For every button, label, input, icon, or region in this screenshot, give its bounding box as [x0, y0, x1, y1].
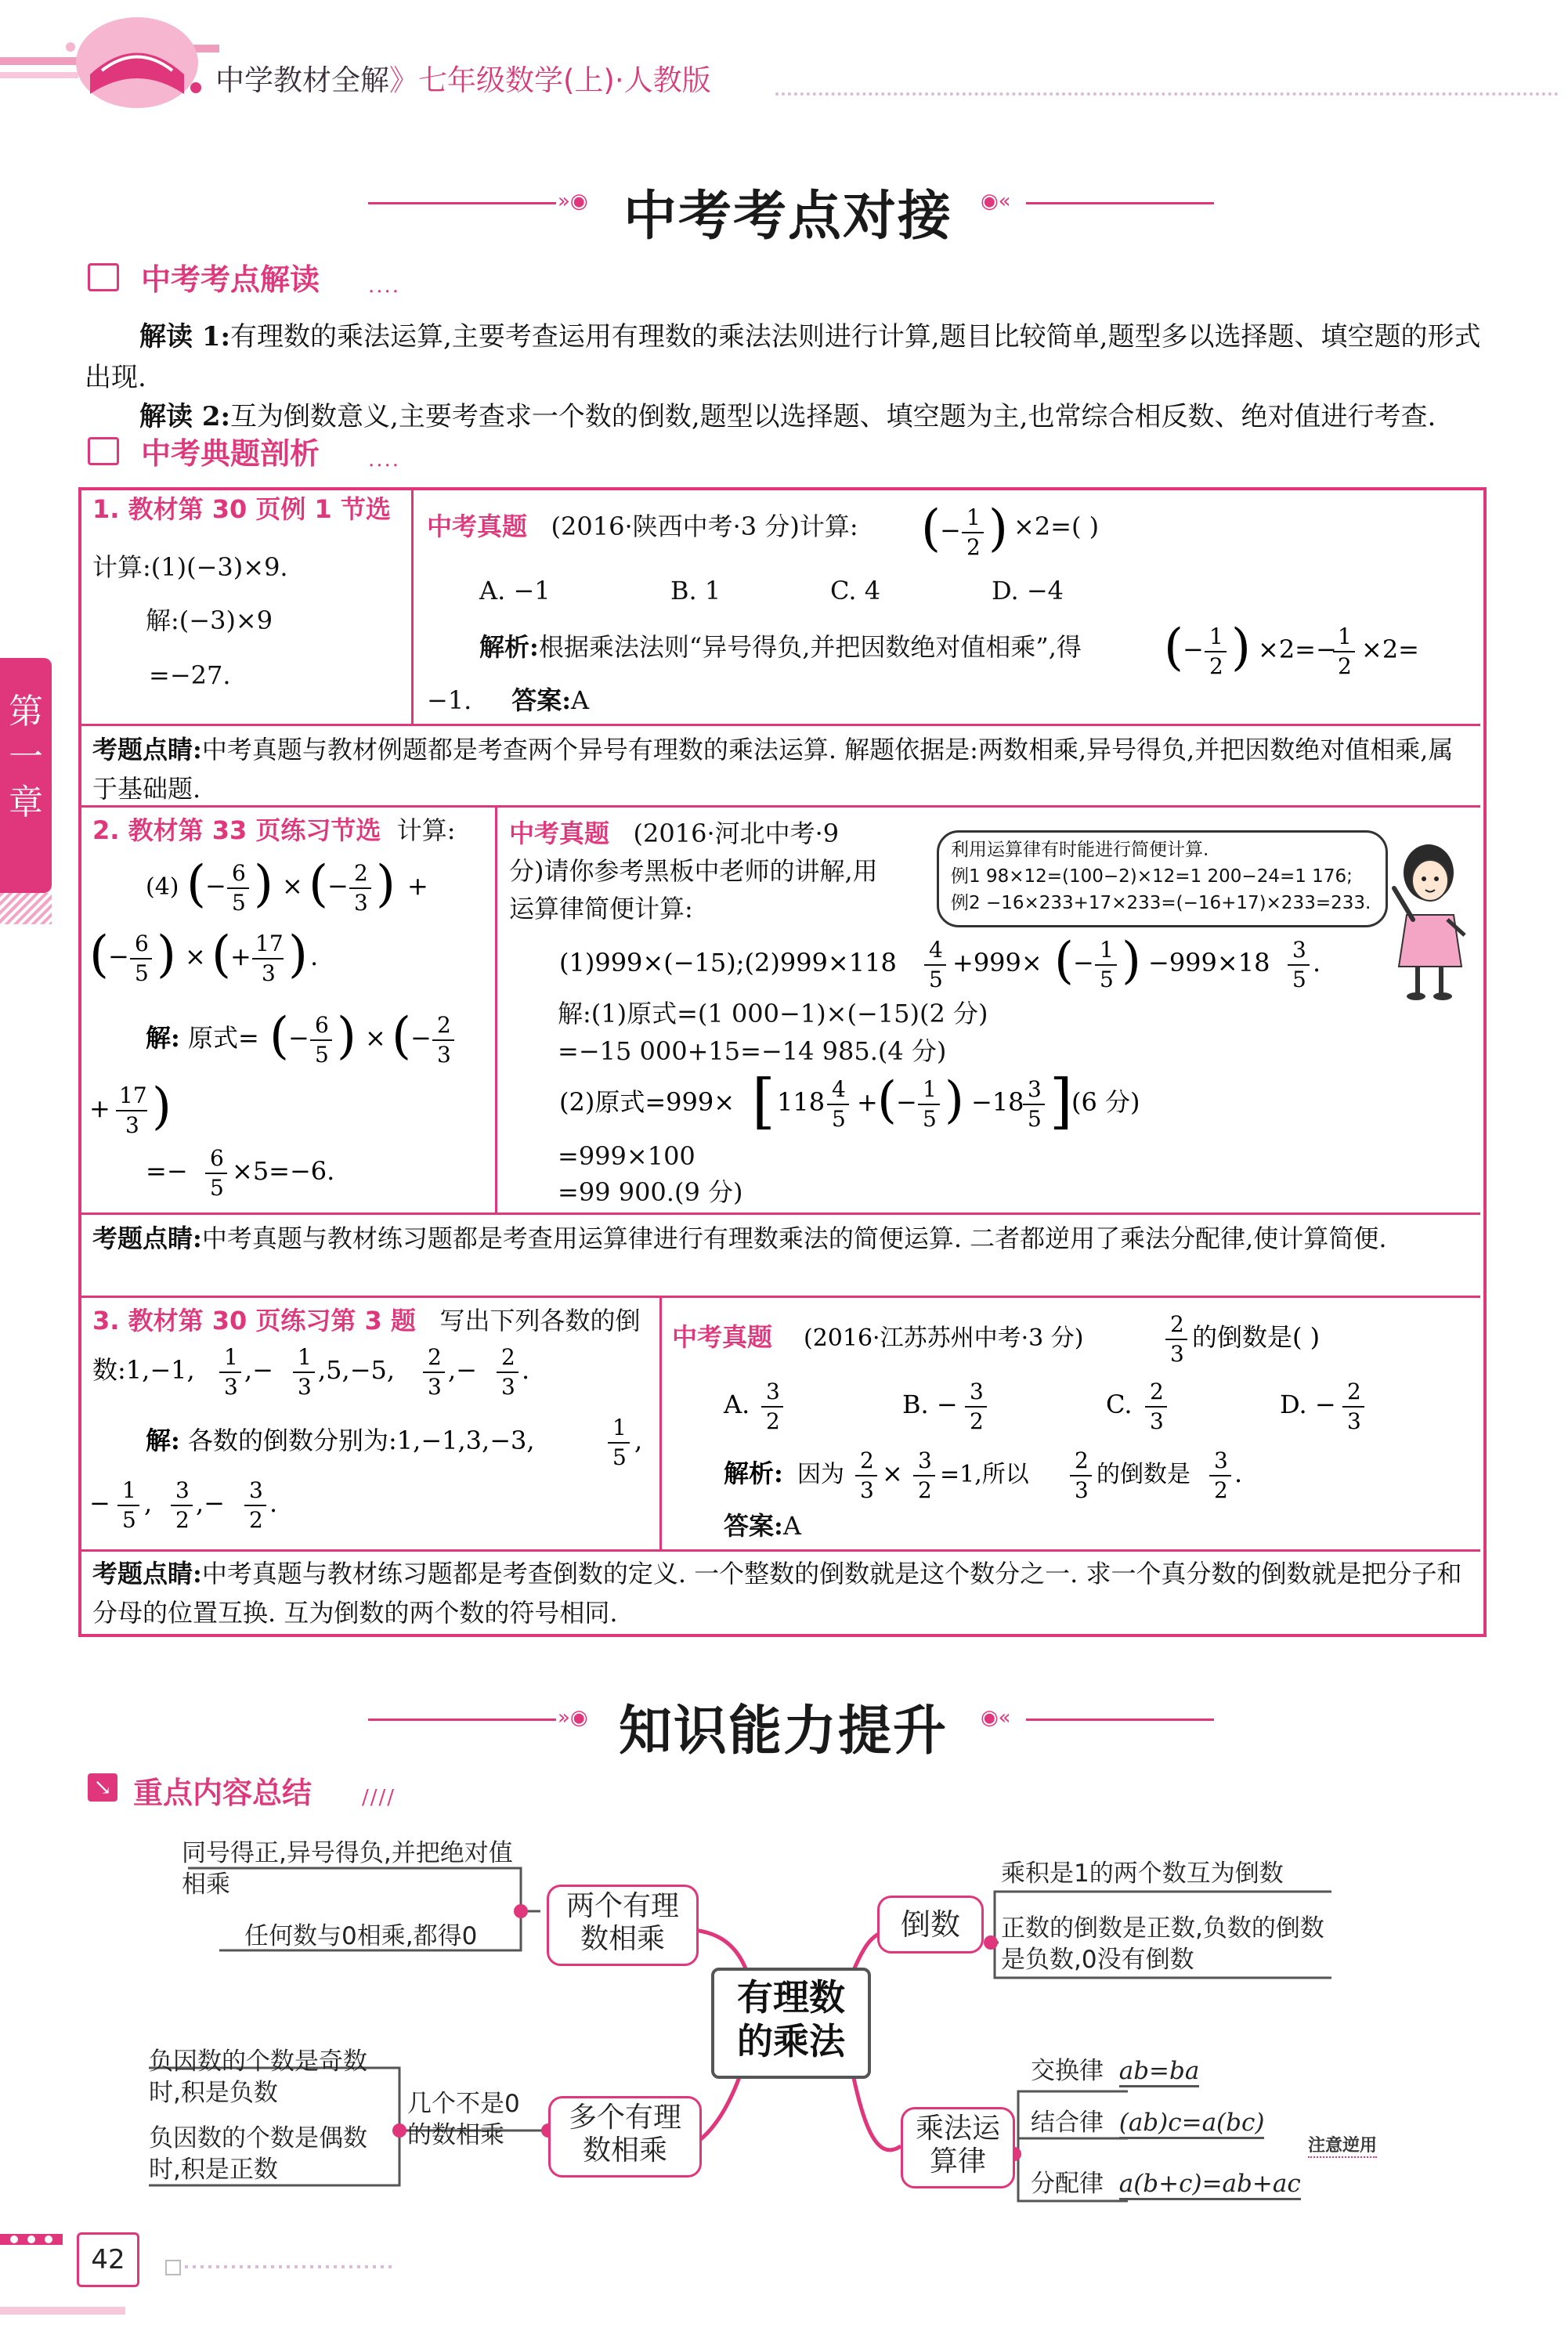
svg-text:.: . — [522, 1355, 530, 1385]
svg-text:−: − — [108, 941, 129, 971]
svg-text:): ) — [376, 855, 396, 913]
svg-text:,: , — [144, 1488, 153, 1518]
svg-text:3: 3 — [860, 1477, 874, 1503]
svg-text:数:1,−1,: 数:1,−1, — [92, 1355, 195, 1385]
svg-text:+: + — [89, 1093, 110, 1123]
box2-solution-1b: =−15 000+15=−14 985.(4 分) — [558, 1036, 947, 1066]
svg-text:3: 3 — [1347, 1408, 1361, 1434]
svg-text:5: 5 — [832, 1106, 846, 1132]
svg-text:(2)原式=999×: (2)原式=999× — [559, 1087, 735, 1117]
header-dotted-line — [775, 92, 1559, 96]
title-deco-left — [368, 1719, 556, 1721]
sub-heading-jiedu: 中考考点解读 — [141, 262, 320, 297]
svg-text:118: 118 — [777, 1087, 826, 1117]
mindmap-two-rule-1: 同号得正,异号得负,并把绝对值相乘 — [182, 1839, 513, 1899]
svg-text:A.: A. — [724, 1390, 750, 1419]
double-arrow-left-icon: ◉« — [981, 190, 1011, 213]
svg-text:5: 5 — [923, 1106, 937, 1132]
svg-text:−: − — [410, 1023, 432, 1053]
divider — [81, 1549, 1480, 1552]
svg-text:(: ( — [89, 926, 109, 984]
title-deco-right — [1026, 202, 1214, 204]
svg-text:+: + — [230, 941, 251, 971]
svg-text:×2=−: ×2=− — [1258, 634, 1337, 664]
title-deco-right — [1026, 1719, 1214, 1721]
svg-text:−: − — [896, 1087, 917, 1117]
svg-text:的倒数是( ): 的倒数是( ) — [1192, 1322, 1321, 1352]
svg-text:3: 3 — [1028, 1076, 1042, 1102]
mindmap-multi-rule-2: 负因数的个数是偶数时,积是正数 — [149, 2124, 367, 2184]
arrow-down-right-icon: ↘ — [88, 1773, 117, 1802]
svg-text:+: + — [407, 871, 428, 901]
arrow-box-icon — [88, 263, 119, 291]
svg-text:): ) — [337, 1007, 356, 1065]
svg-text:17: 17 — [119, 1082, 147, 1108]
blackboard-text: 利用运算律有时能进行简便计算. 例1 98×12=(100−2)×12=1 200−24=1 176; 例2 −16×233+17×233=(−16+17)×233=233. — [951, 840, 1371, 913]
svg-text:2: 2 — [437, 1012, 451, 1038]
svg-text:.: . — [269, 1488, 278, 1518]
svg-text:2: 2 — [1214, 1477, 1228, 1503]
svg-text:6: 6 — [210, 1145, 224, 1171]
svg-text:5: 5 — [1100, 967, 1114, 992]
svg-text:(4): (4) — [146, 873, 179, 901]
box3-analysis — [721, 1446, 1425, 1509]
svg-text:2: 2 — [1150, 1379, 1164, 1404]
box2-tip: 考题点睛:中考真题与教材练习题都是考查用运算律进行有理数乘法的简便运算. 二者都逆用了乘法分配律,使计算简便. — [92, 1223, 1387, 1253]
title-deco-left — [368, 202, 556, 204]
box1-solution-2: =−27. — [149, 660, 231, 690]
box1-exam-question: 中考真题 (2016·陕西中考·3 分)计算: — [427, 511, 858, 541]
svg-text:,5,−5,: ,5,−5, — [318, 1355, 396, 1385]
divider — [81, 1296, 1480, 1298]
svg-text:): ) — [152, 1078, 172, 1136]
svg-text:的倒数是: 的倒数是 — [1097, 1461, 1190, 1488]
svg-text:5: 5 — [315, 1042, 329, 1068]
svg-text:5: 5 — [1292, 967, 1306, 992]
svg-text:−: − — [1183, 634, 1204, 664]
svg-text:5: 5 — [612, 1444, 627, 1470]
svg-text:2: 2 — [970, 1408, 984, 1434]
svg-text:5: 5 — [232, 890, 246, 916]
sub-heading-dots: .... — [368, 448, 401, 472]
svg-text:−: − — [89, 1488, 110, 1518]
divider — [659, 1297, 662, 1549]
svg-text:B. −: B. − — [902, 1390, 958, 1419]
box2-exam-question: 中考真题 (2016·河北中考·9 — [509, 819, 840, 848]
svg-text:D. −: D. − — [1280, 1390, 1336, 1419]
svg-text:2: 2 — [1347, 1379, 1361, 1404]
svg-text:(: ( — [269, 1007, 289, 1065]
svg-text:(2016·江苏苏州中考·3 分): (2016·江苏苏州中考·3 分) — [804, 1325, 1084, 1352]
svg-text:5: 5 — [135, 960, 149, 986]
divider — [411, 490, 414, 724]
svg-text:2: 2 — [1075, 1447, 1089, 1473]
svg-text:,−: ,− — [196, 1488, 225, 1518]
box2-solution-2b: =999×100 — [558, 1141, 695, 1171]
box1-question: 计算:(1)(−3)×9. — [92, 552, 288, 582]
box2-left-solution — [86, 1007, 493, 1203]
mindmap-node-two-numbers: 两个有理数相乘 — [547, 1885, 699, 1966]
svg-text:−18: −18 — [971, 1087, 1024, 1117]
svg-text:2: 2 — [766, 1408, 780, 1434]
box3-options — [714, 1377, 1419, 1440]
box2-left-expression — [86, 855, 493, 996]
svg-text:]: ] — [1050, 1070, 1073, 1136]
svg-text:×: × — [282, 871, 303, 901]
box2-question-expression — [553, 932, 1414, 995]
svg-text:): ) — [288, 926, 308, 984]
box1-option-c: C. 4 — [830, 576, 881, 605]
svg-text:3: 3 — [175, 1477, 190, 1503]
svg-text:1: 1 — [966, 504, 981, 530]
svg-text:−: − — [205, 871, 226, 901]
svg-text:−999×18: −999×18 — [1148, 948, 1270, 978]
svg-text:+999×: +999× — [952, 948, 1042, 978]
svg-text:3: 3 — [262, 960, 276, 986]
box3-left-solution — [86, 1410, 658, 1543]
svg-text:,−: ,− — [448, 1355, 477, 1385]
divider — [81, 724, 1480, 726]
svg-text:2: 2 — [428, 1344, 442, 1370]
svg-text:17: 17 — [255, 931, 284, 956]
svg-text:(: ( — [392, 1007, 411, 1065]
box3-left-question — [86, 1339, 658, 1402]
mindmap-dao-rule-1: 乘积是1的两个数互为倒数 — [1001, 1860, 1284, 1888]
sub-heading-dots: .... — [368, 274, 401, 298]
svg-text:1: 1 — [923, 1076, 937, 1102]
svg-text:1: 1 — [1209, 623, 1223, 649]
svg-text:2: 2 — [249, 1507, 263, 1533]
svg-text:): ) — [945, 1072, 964, 1129]
header-title: 中学教材全解》七年级数学(上)·人教版 — [215, 63, 711, 97]
svg-text:3: 3 — [249, 1477, 263, 1503]
svg-text:2: 2 — [1209, 653, 1223, 679]
jiedu-2: 解读 2:互为倒数意义,主要考查求一个数的倒数,题型以选择题、填空题为主,也常综合相反数、绝对值进行考查. — [139, 401, 1436, 432]
book-logo-icon — [66, 17, 201, 108]
svg-text:1: 1 — [612, 1415, 627, 1440]
svg-text:3: 3 — [298, 1374, 312, 1400]
mindmap-dao-rule-2: 正数的倒数是正数,负数的倒数是负数,0没有倒数 — [1001, 1914, 1324, 1974]
svg-text:2: 2 — [860, 1447, 874, 1473]
box1-option-b: B. 1 — [670, 576, 721, 605]
svg-text:解:: 解: — [146, 1426, 180, 1455]
svg-text:(: ( — [1054, 932, 1074, 990]
svg-text:2: 2 — [175, 1507, 190, 1533]
svg-text:1: 1 — [1338, 623, 1352, 649]
svg-text:3: 3 — [437, 1042, 451, 1068]
svg-text:(6 分): (6 分) — [1071, 1087, 1140, 1117]
double-arrow-left-icon: ◉« — [981, 1706, 1011, 1729]
svg-text:−: − — [288, 1023, 309, 1053]
box2-solution-2c: =99 900.(9 分) — [558, 1177, 743, 1207]
box3-answer: 答案:A — [724, 1511, 801, 1541]
svg-text:3: 3 — [1150, 1408, 1164, 1434]
svg-text:2: 2 — [1338, 653, 1352, 679]
box1-question-tail: ×2=( ) — [1013, 511, 1100, 541]
svg-text:4: 4 — [929, 937, 943, 963]
svg-text:3: 3 — [501, 1374, 515, 1400]
section-title-2: 知识能力提升 — [619, 1700, 948, 1762]
mindmap-two-rule-2: 任何数与0相乘,都得0 — [244, 1922, 478, 1950]
box3-exam-question — [670, 1310, 1477, 1372]
box2-question-line3: 运算律简便计算: — [509, 894, 693, 923]
footer-decoration — [0, 2217, 1568, 2342]
sub-heading-dots: //// — [362, 1786, 396, 1809]
svg-text:−: − — [327, 871, 349, 901]
svg-text:(: ( — [877, 1072, 897, 1129]
divider — [81, 1213, 1480, 1215]
svg-text:3: 3 — [766, 1379, 780, 1404]
svg-text:1: 1 — [224, 1344, 238, 1370]
svg-text:中考真题: 中考真题 — [672, 1322, 773, 1352]
svg-text:各数的倒数分别为:1,−1,3,−3,: 各数的倒数分别为:1,−1,3,−3, — [188, 1426, 535, 1455]
svg-text:(: ( — [186, 855, 206, 913]
svg-text:,: , — [634, 1426, 643, 1455]
svg-text:2: 2 — [918, 1477, 932, 1503]
svg-text:6: 6 — [232, 860, 246, 886]
svg-text:解:: 解: — [146, 1023, 180, 1053]
svg-text:原式=: 原式= — [188, 1023, 259, 1053]
svg-text:): ) — [1231, 619, 1251, 677]
svg-text:.: . — [1313, 948, 1321, 978]
svg-text:=1,所以: =1,所以 — [940, 1461, 1029, 1488]
chapter-tab: 第一章 — [0, 658, 52, 893]
svg-text:.: . — [310, 941, 319, 971]
box2-textbook-title: 2. 教材第 33 页练习节选 计算: — [92, 815, 456, 845]
svg-text:因为: 因为 — [797, 1461, 844, 1488]
svg-text:3: 3 — [1214, 1447, 1228, 1473]
box1-analysis-math — [1164, 619, 1477, 681]
mindmap-node-reciprocal: 倒数 — [877, 1896, 984, 1953]
svg-text:2: 2 — [354, 860, 368, 886]
svg-text:,−: ,− — [244, 1355, 273, 1385]
svg-text:1: 1 — [1100, 937, 1114, 963]
mindmap-node-multi-numbers: 多个有理数相乘 — [548, 2096, 702, 2178]
svg-text:(: ( — [1164, 619, 1183, 677]
box1-textbook-title: 1. 教材第 30 页例 1 节选 — [92, 494, 391, 524]
sub-heading-poxi: 中考典题剖析 — [141, 436, 320, 471]
svg-text:(: ( — [921, 500, 941, 558]
mindmap-law-2: 结合律 (ab)c=a(bc) — [1031, 2107, 1264, 2138]
box1-analysis: 解析:根据乘法法则“异号得负,并把因数绝对值相乘”,得 — [479, 632, 1082, 662]
box1-analysis-line2: −1. 答案:A — [427, 685, 590, 715]
svg-text:×: × — [365, 1023, 386, 1053]
svg-text:=−: =− — [146, 1156, 188, 1186]
section-title-1: 中考考点对接 — [623, 186, 953, 248]
svg-text:解析:: 解析: — [724, 1458, 783, 1488]
svg-text:6: 6 — [135, 931, 149, 956]
svg-text:5: 5 — [929, 967, 943, 992]
svg-text:2: 2 — [1170, 1311, 1184, 1337]
svg-text:2: 2 — [501, 1344, 515, 1370]
svg-text:6: 6 — [315, 1012, 329, 1038]
svg-text:): ) — [988, 500, 1008, 558]
divider — [495, 807, 497, 1213]
svg-text:[: [ — [752, 1070, 775, 1136]
svg-text:+: + — [857, 1087, 878, 1117]
svg-text:1: 1 — [122, 1477, 136, 1503]
svg-text:3: 3 — [224, 1374, 238, 1400]
box2-solution-1a: 解:(1)原式=(1 000−1)×(−15)(2 分) — [558, 999, 988, 1028]
page-number: 42 — [77, 2232, 139, 2287]
double-arrow-right-icon: »◉ — [558, 1706, 588, 1729]
mindmap-law-1: 交换律 ab=ba — [1031, 2055, 1199, 2087]
svg-text:−: − — [940, 515, 961, 545]
mindmap-multi-cond: 几个不是0的数相乘 — [407, 2090, 520, 2149]
box2-solution-2a — [553, 1070, 1258, 1140]
svg-text:×: × — [882, 1458, 903, 1488]
box2-question-line2: 分)请你参考黑板中老师的讲解,用 — [509, 856, 878, 886]
svg-text:3: 3 — [918, 1447, 932, 1473]
mindmap-note: 注意逆用 — [1308, 2132, 1377, 2158]
svg-text:3: 3 — [428, 1374, 442, 1400]
mindmap-node-laws: 乘法运算律 — [901, 2107, 1015, 2188]
box1-tip: 考题点睛:中考真题与教材例题都是考查两个异号有理数的乘法运算. 解题依据是:两数相乘,异号得负,并把因数绝对值相乘,属于基础题. — [92, 735, 1454, 804]
svg-text:−: − — [1073, 948, 1094, 978]
svg-text:4: 4 — [832, 1076, 846, 1102]
chapter-tab-stripes — [0, 893, 52, 924]
svg-text:×5=−6.: ×5=−6. — [232, 1156, 335, 1186]
box3-textbook-title: 3. 教材第 30 页练习第 3 题 写出下列各数的倒 — [92, 1306, 641, 1335]
double-arrow-right-icon: »◉ — [558, 190, 588, 213]
mindmap-multi-rule-1: 负因数的个数是奇数时,积是负数 — [149, 2047, 367, 2107]
svg-text:5: 5 — [210, 1175, 224, 1201]
svg-text:×: × — [185, 941, 206, 971]
svg-text:5: 5 — [1028, 1106, 1042, 1132]
box1-option-a: A. −1 — [479, 576, 551, 605]
svg-text:×2=: ×2= — [1361, 634, 1419, 664]
svg-text:): ) — [1122, 932, 1141, 990]
svg-text:(: ( — [309, 855, 328, 913]
arrow-box-icon — [88, 437, 119, 465]
svg-text:.: . — [1234, 1458, 1243, 1488]
mindmap-center-node: 有理数的乘法 — [711, 1968, 871, 2079]
svg-text:(1)999×(−15);(2)999×118: (1)999×(−15);(2)999×118 — [559, 948, 897, 978]
svg-text:3: 3 — [1292, 937, 1306, 963]
svg-text:): ) — [254, 855, 273, 913]
svg-text:3: 3 — [970, 1379, 984, 1404]
box1-solution-1: 解:(−3)×9 — [146, 605, 273, 635]
sub-heading-summary: 重点内容总结 — [133, 1776, 313, 1810]
svg-text:3: 3 — [125, 1112, 139, 1138]
box1-option-d: D. −4 — [992, 576, 1064, 605]
box3-tip: 考题点睛:中考真题与教材练习题都是考查倒数的定义. 一个整数的倒数就是这个数分之一. 求一个真分数的倒数就是把分子和分母的位置互换. 互为倒数的两个数的符号相同. — [92, 1559, 1462, 1628]
mindmap-law-3: 分配律 a(b+c)=ab+ac — [1031, 2168, 1301, 2199]
svg-text:5: 5 — [122, 1507, 136, 1533]
jiedu-1: 解读 1:有理数的乘法运算,主要考查运用有理数的乘法法则进行计算,题目比较简单,题型多以选择题、填空题的形式出现. — [85, 321, 1481, 393]
svg-text:3: 3 — [1075, 1477, 1089, 1503]
svg-text:3: 3 — [354, 890, 368, 916]
svg-text:): ) — [157, 926, 176, 984]
svg-text:2: 2 — [966, 534, 981, 560]
svg-text:1: 1 — [298, 1344, 312, 1370]
svg-text:C.: C. — [1106, 1390, 1133, 1419]
fraction-neg-half — [918, 500, 1012, 562]
svg-text:(: ( — [211, 926, 231, 984]
svg-text:3: 3 — [1170, 1341, 1184, 1367]
